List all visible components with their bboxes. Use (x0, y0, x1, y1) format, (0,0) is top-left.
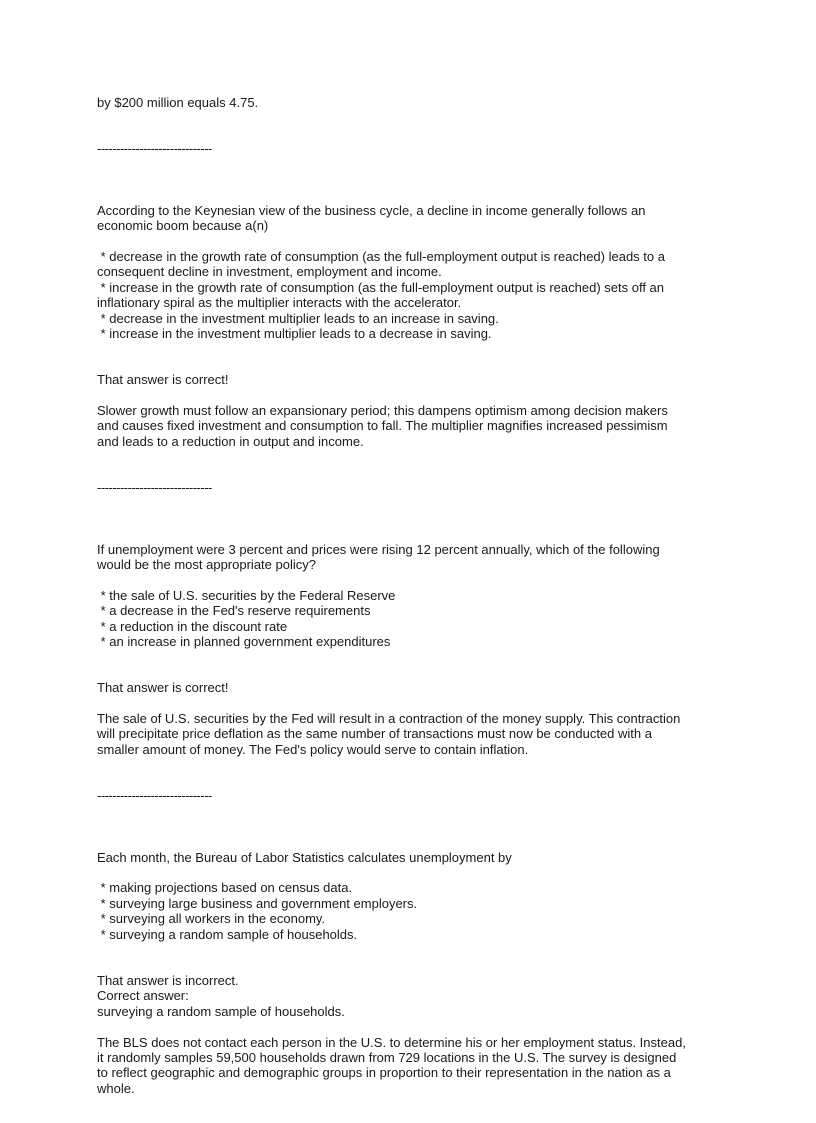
explanation-text: Slower growth must follow an expansionary period; this dampens optimism among decision makers (97, 403, 668, 419)
answer-option: * surveying a random sample of households. (97, 926, 358, 942)
answer-option: consequent decline in investment, employment and income. (97, 264, 442, 280)
answer-option: inflationary spiral as the multiplier interacts with the accelerator. (97, 295, 462, 311)
result-text: That answer is correct! (97, 372, 229, 388)
explanation-text: whole. (97, 1080, 135, 1096)
answer-option: * surveying large business and government employers. (97, 895, 418, 911)
answer-option: * decrease in the investment multiplier leads to an increase in saving. (97, 310, 499, 326)
correct-answer-label: Correct answer: (97, 988, 189, 1004)
answer-option: * making projections based on census data. (97, 880, 353, 896)
answer-option: * surveying all workers in the economy. (97, 911, 326, 927)
answer-option: * increase in the investment multiplier leads to a decrease in saving. (97, 326, 492, 342)
question-prompt: Each month, the Bureau of Labor Statistics calculates unemployment by (97, 849, 512, 865)
question-block (97, 203, 727, 449)
separator: ------------------------------ (97, 788, 212, 804)
separator: ------------------------------ (97, 141, 212, 157)
question-block (97, 850, 727, 1096)
question-prompt: According to the Keynesian view of the business cycle, a decline in income generally follows an (97, 202, 646, 218)
explanation-text: The BLS does not contact each person in the U.S. to determine his or her employment status. Instead, (97, 1034, 686, 1050)
answer-option: * decrease in the growth rate of consumption (as the full-employment output is reached) leads to a (97, 249, 665, 264)
answer-option: * a reduction in the discount rate (97, 618, 288, 634)
answer-option: * the sale of U.S. securities by the Federal Reserve (97, 587, 396, 603)
explanation-text: and leads to a reduction in output and income. (97, 433, 364, 449)
answer-option: * a decrease in the Fed's reserve requirements (97, 603, 371, 619)
explanation-text: will precipitate price deflation as the same number of transactions must now be conducted with a (97, 726, 652, 742)
separator: ------------------------------ (97, 480, 212, 496)
correct-answer: surveying a random sample of households. (97, 1003, 345, 1019)
document-page (97, 95, 727, 1096)
question-prompt: If unemployment were 3 percent and prices were rising 12 percent annually, which of the following (97, 541, 660, 557)
explanation-text: The sale of U.S. securities by the Fed will result in a contraction of the money supply. This contraction (97, 711, 681, 727)
question-prompt: economic boom because a(n) (97, 218, 269, 234)
intro-text: by $200 million equals 4.75. (97, 95, 259, 110)
question-block (97, 542, 727, 758)
explanation-text: and causes fixed investment and consumption to fall. The multiplier magnifies increased pessimism (97, 418, 668, 434)
explanation-text: smaller amount of money. The Fed's policy would serve to contain inflation. (97, 741, 529, 757)
explanation-text: it randomly samples 59,500 households drawn from 729 locations in the U.S. The survey is designed (97, 1049, 677, 1065)
result-text: That answer is correct! (97, 680, 229, 696)
answer-option: * an increase in planned government expenditures (97, 634, 391, 650)
question-prompt: would be the most appropriate policy? (97, 557, 316, 573)
explanation-text: to reflect geographic and demographic groups in proportion to their representation in the nation as a (97, 1065, 671, 1081)
answer-option: * increase in the growth rate of consumption (as the full-employment output is reached) sets off an (97, 279, 665, 295)
result-text: That answer is incorrect. (97, 972, 239, 988)
